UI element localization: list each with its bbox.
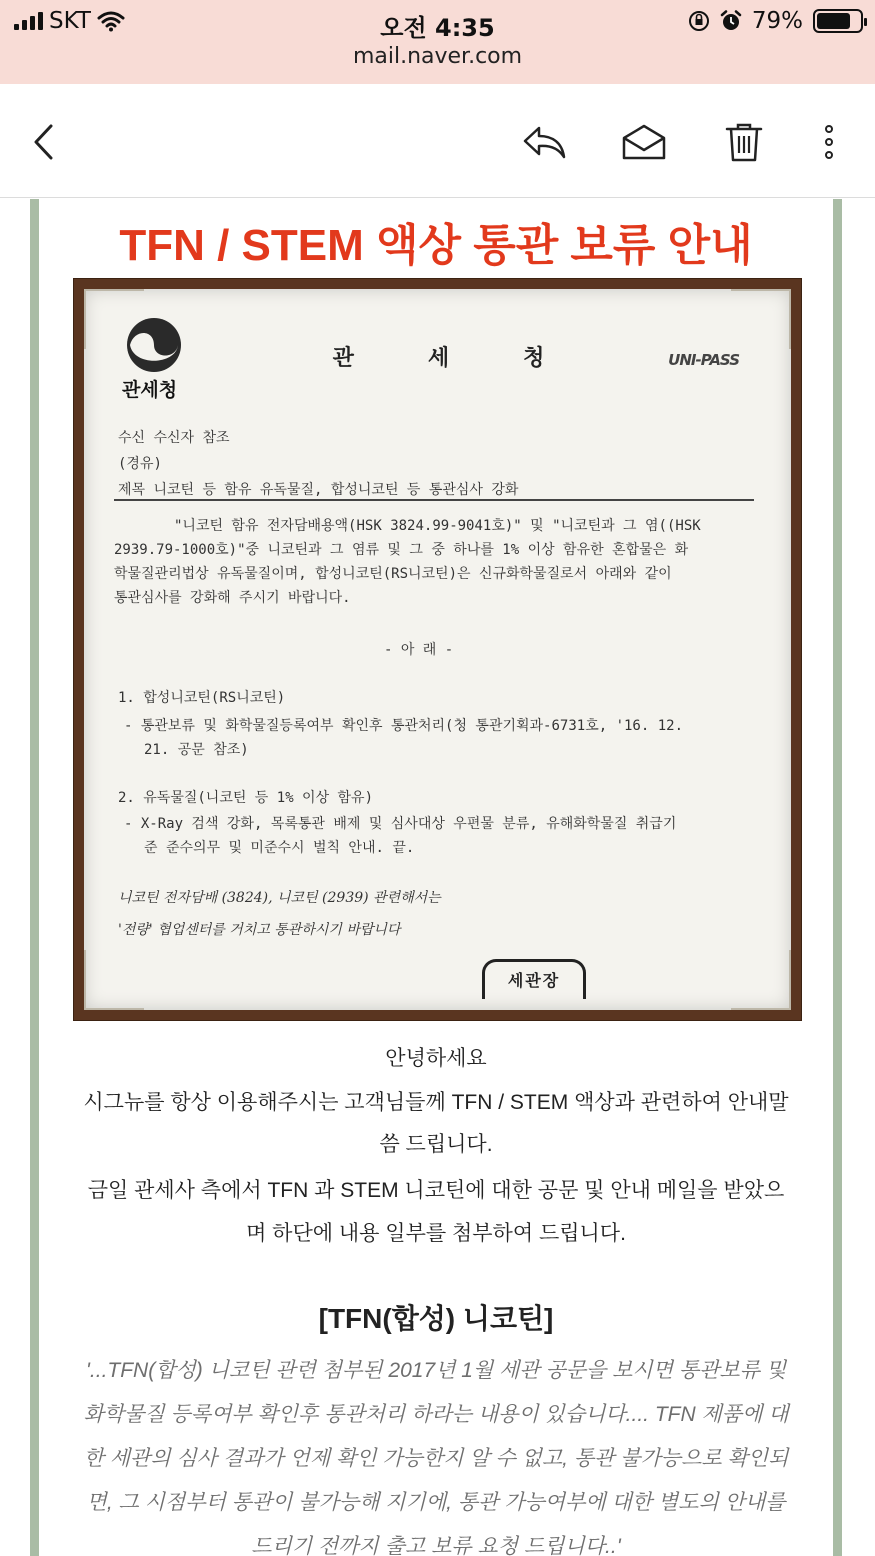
doc-item-heading: 1. 합성니코틴(RS니코틴) (118, 690, 286, 706)
official-document-image (73, 278, 802, 1021)
doc-section-heading: - 아 래 - (384, 642, 454, 658)
body-text-line: 씀 드립니다. (379, 1133, 493, 1156)
reply-icon (521, 124, 567, 160)
body-text-line: 며 하단에 내용 일부를 첨부하여 드립니다. (246, 1222, 626, 1245)
back-button[interactable] (20, 118, 68, 166)
battery-percent: 79% (751, 8, 803, 34)
body-text-line: 금일 관세사 측에서 TFN 과 STEM 니코틴에 대한 공문 및 안내 메일을 받았으 (87, 1179, 785, 1202)
mail-title: TFN / STEM 액상 통관 보류 안내 (119, 221, 753, 270)
doc-item-heading: 2. 유독물질(니코틴 등 1% 이상 함유) (118, 790, 374, 806)
delete-button[interactable] (720, 118, 768, 166)
more-icon (823, 124, 835, 160)
doc-item-detail: 준 준수의무 및 미준수시 벌칙 안내. 끝. (144, 840, 415, 856)
status-bar (0, 0, 875, 84)
quote-line: 한 세관의 심사 결과가 언제 확인 가능한지 알 수 없고, 통관 불가능으로 확인되 (83, 1447, 789, 1470)
battery-level (817, 13, 850, 29)
unipass-logo: UNI-PASS (668, 351, 739, 369)
doc-recipient: 수신 수신자 참조 (118, 430, 230, 446)
quote-line: 드리기 전까지 출고 보류 요청 드립니다..' (251, 1535, 621, 1556)
greeting-text: 안녕하세요 (385, 1047, 487, 1070)
clock: 오전 4:35 (380, 14, 495, 42)
alarm-icon (720, 10, 742, 32)
document-org-name: 관세청 (332, 346, 619, 371)
battery-icon (813, 9, 863, 33)
quote-line: 화학물질 등록여부 확인후 통관처리 하라는 내용이 있습니다.... TFN 제품에 대 (83, 1403, 789, 1426)
document-paper (84, 289, 791, 1010)
doc-body-line: 통관심사를 강화해 주시기 바랍니다. (114, 590, 351, 606)
reply-button[interactable] (520, 118, 568, 166)
mark-unread-button[interactable] (620, 118, 668, 166)
back-icon (31, 122, 57, 162)
mail-body (30, 199, 842, 1556)
doc-item-detail: - X-Ray 검색 강화, 목록통관 배제 및 심사대상 우편물 분류, 유해화학물질 취급기 (124, 816, 677, 832)
orientation-lock-icon (688, 10, 710, 32)
handwritten-note: 니코틴 전자담배 (3824), 니코틴 (2939) 관련해서는 (118, 890, 441, 906)
official-stamp: 세관장 (482, 959, 586, 999)
doc-item-detail: - 통관보류 및 화학물질등록여부 확인후 통관처리(청 통관기획과-6731호, '16. 12. (124, 718, 684, 734)
doc-body-line: "니코틴 함유 전자담배용액(HSK 3824.99-9041호)" 및 "니코틴과 그 염((HSK (174, 518, 701, 534)
trash-icon (724, 121, 764, 163)
url-label[interactable]: mail.naver.com (352, 44, 523, 69)
doc-item-detail: 21. 공문 참조) (144, 742, 249, 758)
status-right-group (688, 8, 863, 34)
doc-via: (경유) (118, 456, 162, 472)
quote-line: '...TFN(합성) 니코틴 관련 첨부된 2017년 1월 세관 공문을 보시면 통관보류 및 (85, 1359, 787, 1382)
body-text-line: 시그뉴를 항상 이용해주시는 고객님들께 TFN / STEM 액상과 관련하여 안내말 (83, 1091, 789, 1114)
quote-line: 면, 그 시점부터 통관이 불가능해 지기에, 통관 가능여부에 대한 별도의 안내를 (86, 1491, 786, 1514)
doc-body-line: 2939.79-1000호)"중 니코틴과 그 염류 및 그 중 하나를 1% 이상 함유한 혼합물은 화 (114, 542, 689, 558)
document-logo-text: 관세청 (122, 379, 178, 401)
frame-corner (731, 289, 791, 349)
frame-corner (84, 950, 144, 1010)
section-title: [TFN(합성) 니코틴] (318, 1303, 554, 1334)
doc-divider (114, 499, 754, 501)
doc-subject: 제목 니코틴 등 함유 유독물질, 합성니코틴 등 통관심사 강화 (118, 482, 519, 498)
mark-unread-icon (621, 123, 667, 161)
handwritten-note: '전량' 협업센터를 거치고 통관하시기 바랍니다 (118, 922, 401, 938)
carrier-label: SKT (49, 8, 91, 34)
doc-body-line: 학물질관리법상 유독물질이며, 합성니코틴(RS니코틴)은 신규화학물질로서 아래와 같이 (114, 566, 672, 582)
frame-corner (731, 950, 791, 1010)
more-button[interactable] (805, 118, 853, 166)
mail-toolbar (0, 84, 875, 198)
